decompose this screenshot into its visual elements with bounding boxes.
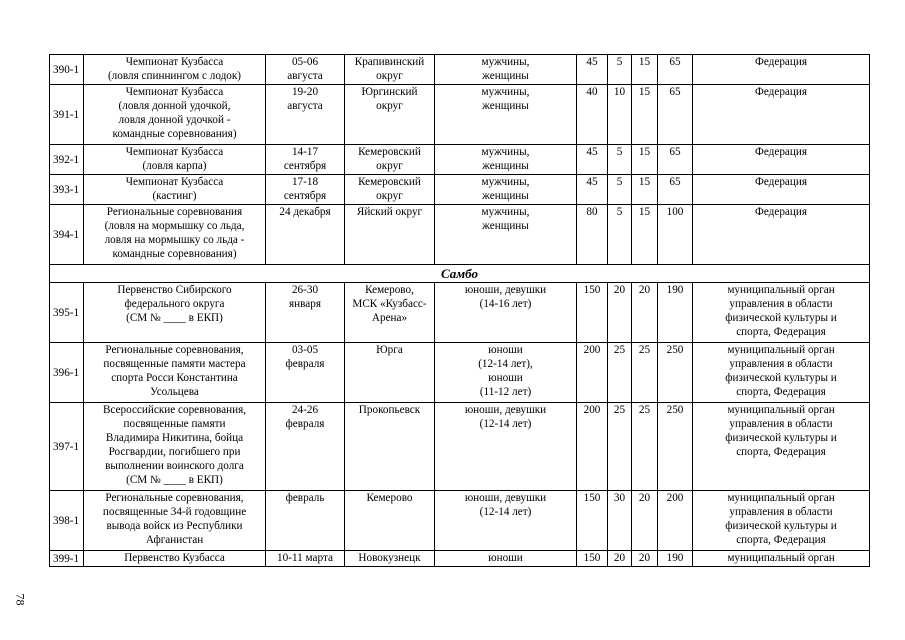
event-organizer-line: спорта, Федерация [736, 446, 826, 458]
section-header [50, 265, 870, 283]
count-participants: 40 [577, 85, 608, 145]
event-place [345, 145, 435, 175]
event-place [345, 491, 435, 551]
count-coaches: 25 [608, 343, 632, 403]
table-row [50, 491, 870, 551]
count-total: 200 [658, 491, 693, 551]
event-organizer-line: муниципальный орган [727, 344, 835, 356]
event-name-line: (ловля на мормышку со льда, [104, 220, 245, 232]
count-participants: 150 [577, 283, 608, 343]
count-total: 190 [658, 551, 693, 567]
event-place-line: Кемеровский [358, 146, 421, 158]
event-place [345, 205, 435, 265]
event-name-line: посвященные 34-й годовщине [102, 506, 247, 518]
event-dates [266, 85, 345, 145]
event-organizer-line: спорта, Федерация [736, 534, 826, 546]
event-organizer [693, 283, 870, 343]
count-total: 190 [658, 283, 693, 343]
count-coaches: 25 [608, 403, 632, 491]
event-name-line: Усольцева [150, 386, 199, 398]
event-dates [266, 283, 345, 343]
event-name-line: выполнении воинского долга [105, 460, 244, 472]
event-name-line: посвященные памяти мастера [103, 358, 246, 370]
event-organizer [693, 551, 870, 567]
event-place [345, 403, 435, 491]
count-participants: 150 [577, 551, 608, 567]
event-organizer-line: Федерация [755, 86, 807, 98]
event-name-line: Чемпионат Кузбасса [125, 56, 224, 68]
count-judges: 15 [632, 55, 658, 85]
event-place-line: округ [376, 160, 403, 172]
event-organizer-line: физической культуры и [725, 312, 837, 324]
event-organizer-line: муниципальный орган [727, 552, 835, 564]
event-organizer-line: управления в области [729, 506, 833, 518]
count-participants: 200 [577, 403, 608, 491]
table-row [50, 175, 870, 205]
event-dates-line: 19-20 [291, 86, 319, 98]
event-participants-line: юноши [488, 552, 523, 564]
event-organizer-line: Федерация [755, 176, 807, 188]
row-number: 396-1 [50, 343, 84, 403]
event-dates-line: 14-17 [291, 146, 319, 158]
count-participants: 80 [577, 205, 608, 265]
row-number: 391-1 [50, 85, 84, 145]
event-participants-line: женщины [482, 220, 529, 232]
event-organizer [693, 85, 870, 145]
event-place-line: Прокопьевск [358, 404, 421, 416]
event-dates-line: 05-06 [291, 56, 319, 68]
event-participants [435, 205, 577, 265]
event-place [345, 283, 435, 343]
count-coaches: 20 [608, 283, 632, 343]
event-name-line: Первенство Сибирского [117, 284, 232, 296]
row-number: 399-1 [50, 551, 84, 567]
event-name [84, 175, 266, 205]
event-participants-line: мужчины, [481, 56, 530, 68]
event-participants-line: (14-16 лет) [479, 298, 532, 310]
page-number: 78 [13, 593, 28, 606]
event-participants [435, 551, 577, 567]
event-name [84, 205, 266, 265]
event-place [345, 551, 435, 567]
event-dates-line: 24 декабря [279, 206, 331, 218]
count-coaches: 30 [608, 491, 632, 551]
event-dates-line: февраля [285, 358, 325, 370]
event-participants-line: женщины [482, 190, 529, 202]
section-title: Самбо [50, 265, 870, 283]
count-participants: 45 [577, 145, 608, 175]
event-name [84, 403, 266, 491]
count-judges: 15 [632, 175, 658, 205]
event-dates-line: 26-30 [291, 284, 319, 296]
event-name [84, 343, 266, 403]
event-dates-line: августа [287, 70, 323, 82]
event-participants-line: мужчины, [481, 86, 530, 98]
event-dates-line: 10-11 марта [277, 552, 333, 564]
event-participants [435, 491, 577, 551]
event-name-line: (ловля карпа) [142, 160, 207, 172]
event-name-line: (кастинг) [152, 190, 197, 202]
count-total: 100 [658, 205, 693, 265]
event-name-line: посвященные памяти [123, 418, 226, 430]
event-organizer-line: физической культуры и [725, 432, 837, 444]
event-dates [266, 55, 345, 85]
event-name-line: Чемпионат Кузбасса [125, 86, 224, 98]
event-organizer-line: Федерация [755, 206, 807, 218]
event-dates [266, 403, 345, 491]
count-judges: 25 [632, 343, 658, 403]
event-name-line: Региональные соревнования, [105, 492, 244, 504]
event-name [84, 145, 266, 175]
event-organizer [693, 175, 870, 205]
count-coaches: 20 [608, 551, 632, 567]
event-name-line: (ловля донной удочкой, [118, 100, 231, 112]
event-name-line: Чемпионат Кузбасса [125, 146, 224, 158]
event-participants [435, 145, 577, 175]
event-organizer [693, 205, 870, 265]
event-name [84, 85, 266, 145]
event-participants [435, 283, 577, 343]
event-place-line: округ [376, 190, 403, 202]
event-organizer-line: Федерация [755, 56, 807, 68]
event-name-line: Региональные соревнования, [105, 344, 244, 356]
event-participants-line: юноши, девушки [464, 404, 547, 416]
event-name-line: (ловля спиннингом с лодок) [107, 70, 242, 82]
event-name-line: спорта Росси Константина [111, 372, 238, 384]
count-coaches: 5 [608, 175, 632, 205]
row-number: 390-1 [50, 55, 84, 85]
event-dates [266, 491, 345, 551]
event-participants-line: (11-12 лет) [479, 386, 532, 398]
event-name-line: Владимира Никитина, бойца [105, 432, 244, 444]
count-coaches: 5 [608, 205, 632, 265]
event-participants-line: (12-14 лет) [479, 506, 532, 518]
event-place-line: Юргинский [361, 86, 418, 98]
row-number: 395-1 [50, 283, 84, 343]
event-dates-line: сентября [283, 190, 327, 202]
event-name-line: (СМ № ____ в ЕКП) [126, 312, 223, 324]
event-place [345, 343, 435, 403]
event-organizer-line: спорта, Федерация [736, 326, 826, 338]
event-participants [435, 343, 577, 403]
event-organizer [693, 55, 870, 85]
count-participants: 150 [577, 491, 608, 551]
event-name-line: командные соревнования) [112, 128, 237, 140]
event-name-line: Афганистан [145, 534, 204, 546]
table-row [50, 205, 870, 265]
event-name [84, 551, 266, 567]
event-place-line: округ [376, 100, 403, 112]
event-organizer-line: управления в области [729, 418, 833, 430]
event-organizer-line: муниципальный орган [727, 492, 835, 504]
event-organizer-line: физической культуры и [725, 520, 837, 532]
count-coaches: 5 [608, 55, 632, 85]
event-dates-line: августа [287, 100, 323, 112]
row-number: 392-1 [50, 145, 84, 175]
count-participants: 45 [577, 55, 608, 85]
count-judges: 25 [632, 403, 658, 491]
event-place [345, 85, 435, 145]
table-row [50, 145, 870, 175]
event-participants-line: юноши, девушки [464, 492, 547, 504]
event-place-line: Кемерово, [365, 284, 414, 296]
event-participants [435, 85, 577, 145]
row-number: 393-1 [50, 175, 84, 205]
event-participants-line: женщины [482, 100, 529, 112]
event-participants-line: юноши, девушки [464, 284, 547, 296]
count-total: 250 [658, 343, 693, 403]
event-participants-line: (12-14 лет), [478, 358, 533, 370]
event-name [84, 283, 266, 343]
table-row [50, 343, 870, 403]
event-organizer-line: спорта, Федерация [736, 386, 826, 398]
count-total: 65 [658, 145, 693, 175]
event-name-line: Чемпионат Кузбасса [125, 176, 224, 188]
row-number: 394-1 [50, 205, 84, 265]
event-organizer-line: муниципальный орган [727, 404, 835, 416]
event-name-line: командные соревнования) [112, 248, 237, 260]
event-name-line: ловля донной удочкой - [118, 114, 231, 126]
event-organizer-line: физической культуры и [725, 372, 837, 384]
event-participants [435, 55, 577, 85]
table-row [50, 551, 870, 567]
count-judges: 15 [632, 205, 658, 265]
event-participants-line: (12-14 лет) [479, 418, 532, 430]
event-dates-line: января [289, 298, 321, 310]
event-organizer [693, 145, 870, 175]
table-row [50, 403, 870, 491]
event-place-line: Кемерово [366, 492, 413, 504]
event-place-line: Крапивинский [354, 56, 425, 68]
table-row [50, 55, 870, 85]
event-place [345, 175, 435, 205]
count-judges: 15 [632, 85, 658, 145]
count-judges: 15 [632, 145, 658, 175]
count-total: 65 [658, 55, 693, 85]
count-total: 65 [658, 85, 693, 145]
count-participants: 200 [577, 343, 608, 403]
event-dates [266, 145, 345, 175]
event-organizer-line: управления в области [729, 358, 833, 370]
event-name-line: ловля на мормышку со льда - [104, 234, 245, 246]
event-name-line: Первенство Кузбасса [124, 552, 225, 564]
events-table [49, 54, 870, 567]
table-body-top [50, 55, 870, 265]
count-participants: 45 [577, 175, 608, 205]
count-total: 250 [658, 403, 693, 491]
event-dates-line: февраля [285, 418, 325, 430]
event-place-line: Юрга [376, 344, 403, 356]
event-organizer-line: Федерация [755, 146, 807, 158]
event-place-line: Яйский округ [356, 206, 423, 218]
event-name [84, 491, 266, 551]
event-dates-line: 03-05 [291, 344, 319, 356]
event-organizer-line: муниципальный орган [727, 284, 835, 296]
event-dates-line: 17-18 [291, 176, 319, 188]
count-judges: 20 [632, 551, 658, 567]
count-judges: 20 [632, 491, 658, 551]
event-dates-line: сентября [283, 160, 327, 172]
event-name-line: федерального округа [124, 298, 225, 310]
event-dates [266, 343, 345, 403]
table-row [50, 283, 870, 343]
count-judges: 20 [632, 283, 658, 343]
table-body-bottom [50, 283, 870, 567]
count-coaches: 5 [608, 145, 632, 175]
event-place-line: Арена» [371, 312, 408, 324]
event-dates [266, 205, 345, 265]
event-dates [266, 551, 345, 567]
event-organizer-line: управления в области [729, 298, 833, 310]
count-coaches: 10 [608, 85, 632, 145]
row-number: 398-1 [50, 491, 84, 551]
event-place-line: Новокузнецк [358, 552, 421, 564]
event-participants-line: женщины [482, 70, 529, 82]
event-name-line: Всероссийские соревнования, [102, 404, 247, 416]
event-organizer [693, 491, 870, 551]
event-participants-line: юноши [488, 344, 523, 356]
event-dates-line: 24-26 [291, 404, 319, 416]
event-participants [435, 175, 577, 205]
event-name-line: (СМ № ____ в ЕКП) [126, 474, 223, 486]
event-name [84, 55, 266, 85]
event-dates [266, 175, 345, 205]
event-participants-line: женщины [482, 160, 529, 172]
event-participants-line: мужчины, [481, 176, 530, 188]
event-place-line: округ [376, 70, 403, 82]
event-participants [435, 403, 577, 491]
event-name-line: Региональные соревнования [106, 206, 243, 218]
event-name-line: вывода войск из Республики [106, 520, 243, 532]
event-participants-line: юноши [488, 372, 523, 384]
count-total: 65 [658, 175, 693, 205]
event-participants-line: мужчины, [481, 146, 530, 158]
event-organizer [693, 343, 870, 403]
table-row [50, 85, 870, 145]
event-organizer [693, 403, 870, 491]
event-dates-line: февраль [285, 492, 325, 504]
row-number: 397-1 [50, 403, 84, 491]
event-place-line: МСК «Кузбасс- [352, 298, 427, 310]
event-name-line: Росгвардии, погибшего при [108, 446, 241, 458]
event-place-line: Кемеровский [358, 176, 421, 188]
event-place [345, 55, 435, 85]
event-participants-line: мужчины, [481, 206, 530, 218]
